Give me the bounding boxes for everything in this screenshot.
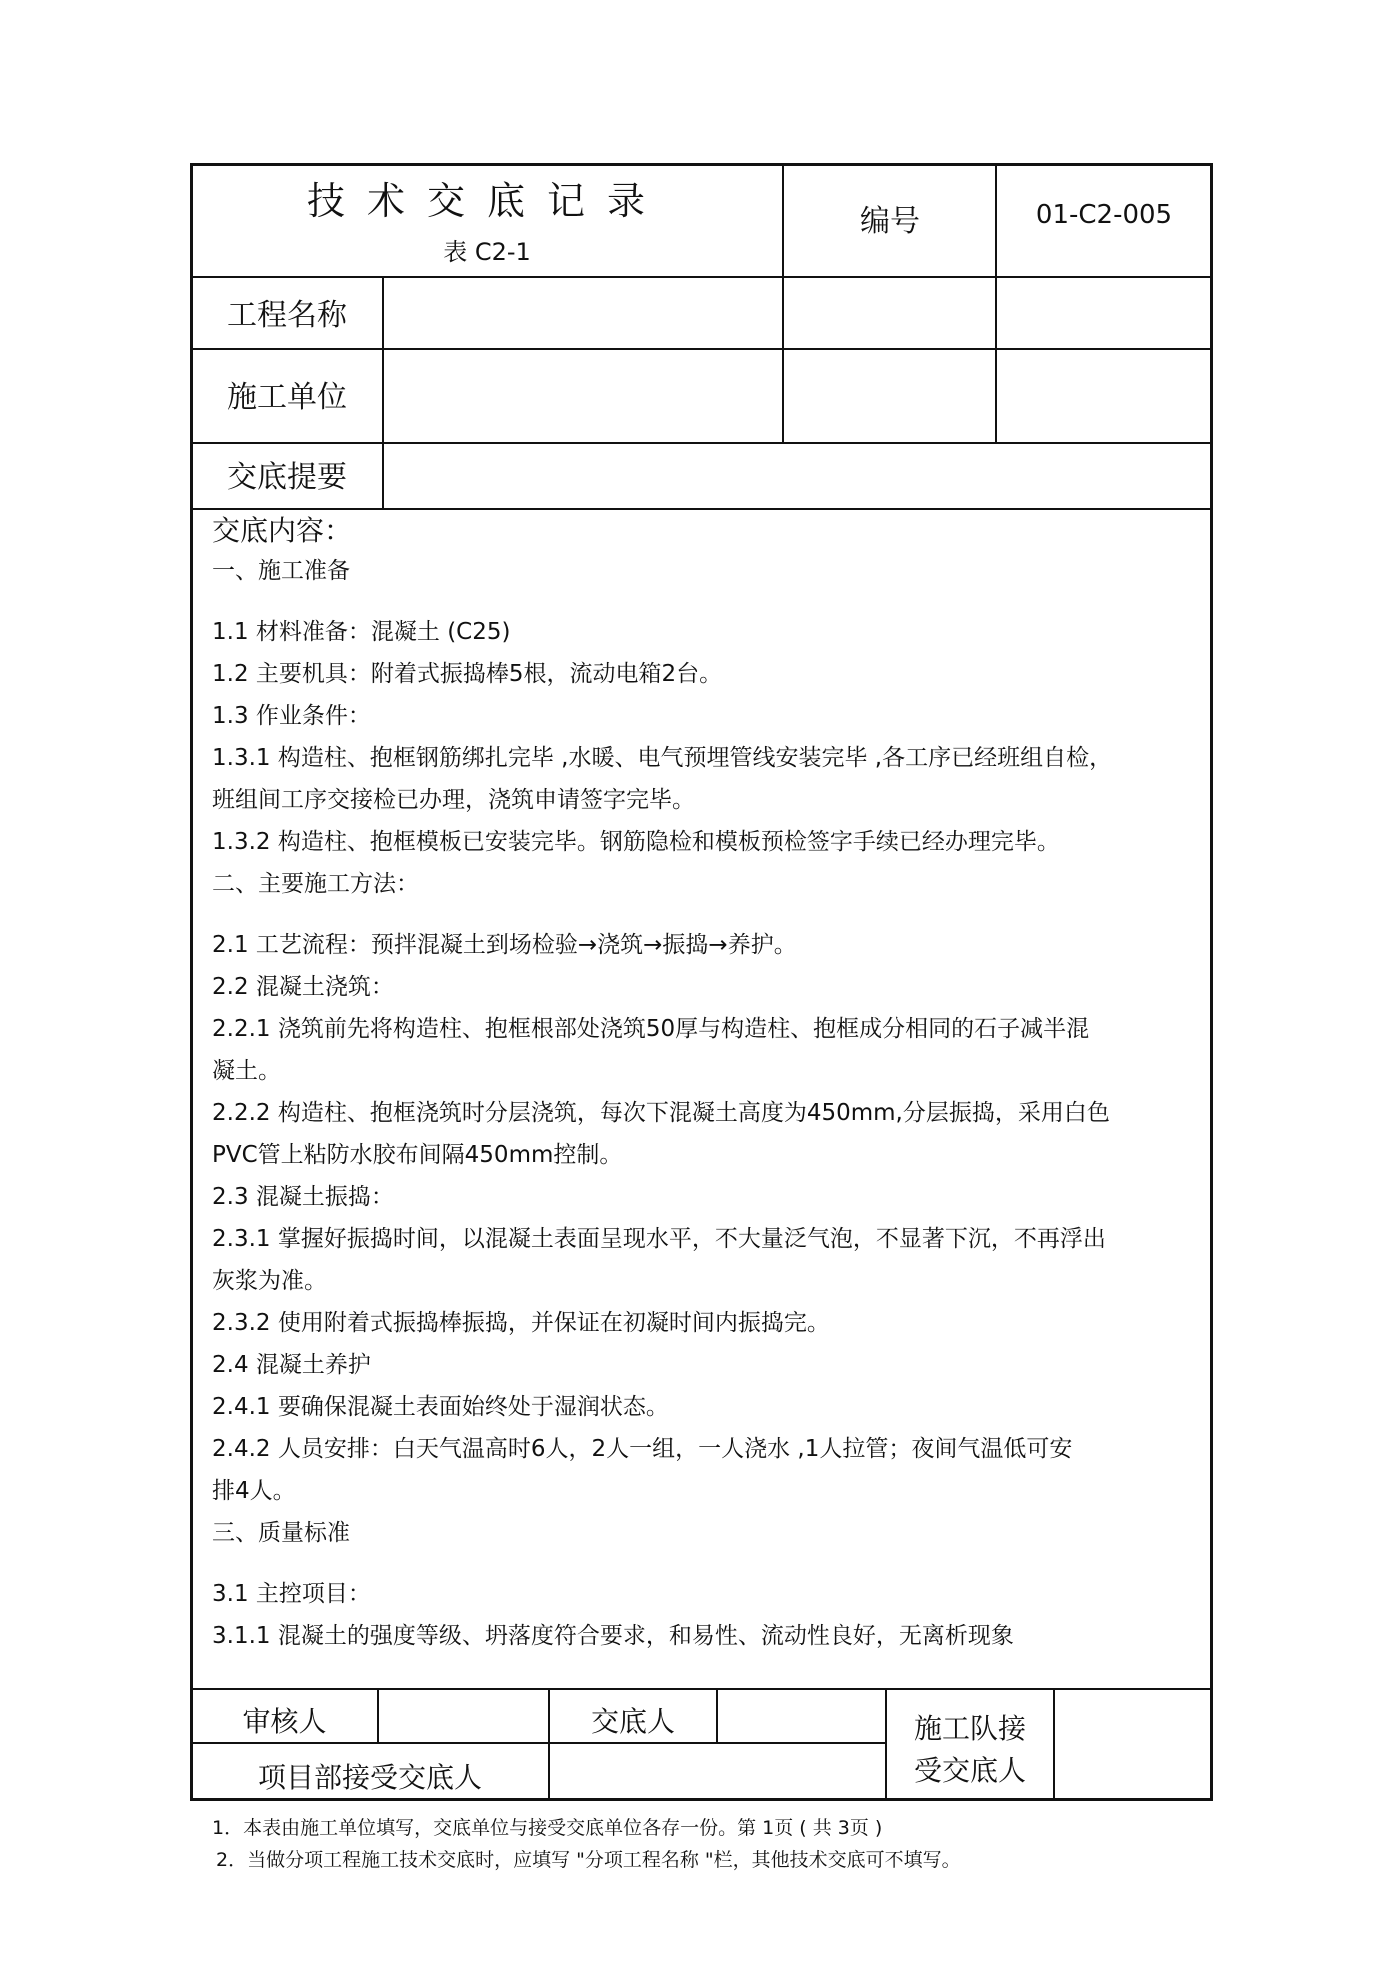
code-value: 01-C2-005 bbox=[1035, 200, 1173, 230]
content-line: 1.3 作业条件： bbox=[212, 703, 371, 729]
team-receiver-field[interactable] bbox=[1055, 1690, 1210, 1798]
project-name-field[interactable] bbox=[384, 278, 780, 346]
content-line: 1.1 材料准备：混凝土 (C25) bbox=[212, 619, 511, 645]
content-line: 凝土。 bbox=[212, 1058, 281, 1084]
reviewer-label: 审核人 bbox=[242, 1705, 327, 1738]
content-line: 2.4.2 人员安排：白天气温高时6人，2人一组，一人浇水 ,1人拉管；夜间气温低可安 bbox=[212, 1436, 1073, 1462]
content-line: PVC管上粘防水胶布间隔450mm控制。 bbox=[212, 1142, 623, 1168]
disclosure-content bbox=[212, 512, 1252, 1657]
content-lines bbox=[212, 550, 1252, 1657]
spacer bbox=[212, 592, 1252, 611]
form-title: 技术交底记录 bbox=[306, 179, 667, 223]
content-line: 一、施工准备 bbox=[212, 558, 350, 584]
content-line: 二、主要施工方法： bbox=[212, 871, 419, 897]
note-2: 2．当做分项工程施工技术交底时，应填写 "分项工程名称 "栏，其他技术交底可不填写。 bbox=[216, 1849, 961, 1871]
content-line: 灰浆为准。 bbox=[212, 1268, 327, 1294]
project-name-label: 工程名称 bbox=[227, 298, 347, 333]
content-line: 1.3.1 构造柱、抱框钢筋绑扎完毕 ,水暖、电气预埋管线安装完毕 ,各工序已经班组自检， bbox=[212, 745, 1113, 771]
divider bbox=[995, 163, 997, 443]
content-line: 2.4 混凝土养护 bbox=[212, 1352, 371, 1378]
spacer bbox=[212, 905, 1252, 924]
spacer bbox=[212, 1554, 1252, 1573]
divider bbox=[782, 163, 784, 443]
note-1: 1．本表由施工单位填写，交底单位与接受交底单位各存一份。第 1页 ( 共 3页 ) bbox=[212, 1817, 883, 1839]
reviewer-field[interactable] bbox=[379, 1690, 546, 1740]
construction-unit-field[interactable] bbox=[384, 350, 780, 440]
summary-field[interactable] bbox=[384, 444, 1210, 506]
content-line: 2.3.2 使用附着式振捣棒振捣，并保证在初凝时间内振捣完。 bbox=[212, 1310, 830, 1336]
construction-unit-label: 施工单位 bbox=[227, 380, 347, 415]
content-line: 2.1 工艺流程：预拌混凝土到场检验→浇筑→振捣→养护。 bbox=[212, 932, 797, 958]
discloser-label: 交底人 bbox=[590, 1705, 675, 1738]
summary-label: 交底提要 bbox=[227, 460, 347, 495]
content-line: 三、质量标准 bbox=[212, 1520, 350, 1546]
form-notes bbox=[212, 1812, 1312, 1876]
content-line: 2.3.1 掌握好振捣时间，以混凝土表面呈现水平，不大量泛气泡，不显著下沉，不再浮出 bbox=[212, 1226, 1106, 1252]
content-heading: 交底内容： bbox=[212, 514, 353, 547]
content-line: 3.1.1 混凝土的强度等级、坍落度符合要求，和易性、流动性良好，无离析现象 bbox=[212, 1623, 1014, 1649]
project-receiver-field[interactable] bbox=[550, 1744, 883, 1798]
team-receiver-label: 施工队接 受交底人 bbox=[913, 1712, 1026, 1787]
project-receiver-label: 项目部接受交底人 bbox=[257, 1761, 482, 1794]
content-line: 1.3.2 构造柱、抱框模板已安装完毕。钢筋隐检和模板预检签字手续已经办理完毕。 bbox=[212, 829, 1060, 855]
content-line: 1.2 主要机具：附着式振捣棒5根，流动电箱2台。 bbox=[212, 661, 723, 687]
content-line: 班组间工序交接检已办理，浇筑申请签字完毕。 bbox=[212, 787, 695, 813]
discloser-field[interactable] bbox=[718, 1690, 883, 1740]
divider bbox=[190, 508, 1213, 510]
content-line: 2.2.1 浇筑前先将构造柱、抱框根部处浇筑50厚与构造柱、抱框成分相同的石子减半混 bbox=[212, 1016, 1090, 1042]
content-line: 2.2 混凝土浇筑： bbox=[212, 974, 394, 1000]
content-line: 2.3 混凝土振捣： bbox=[212, 1184, 394, 1210]
content-line: 2.2.2 构造柱、抱框浇筑时分层浇筑，每次下混凝土高度为450mm,分层振捣，采用白色 bbox=[212, 1100, 1110, 1126]
code-label: 编号 bbox=[860, 204, 920, 239]
form-number: 表 C2-1 bbox=[443, 238, 531, 266]
content-line: 排4人。 bbox=[212, 1478, 296, 1504]
content-line: 3.1 主控项目： bbox=[212, 1581, 371, 1607]
content-line: 2.4.1 要确保混凝土表面始终处于湿润状态。 bbox=[212, 1394, 669, 1420]
